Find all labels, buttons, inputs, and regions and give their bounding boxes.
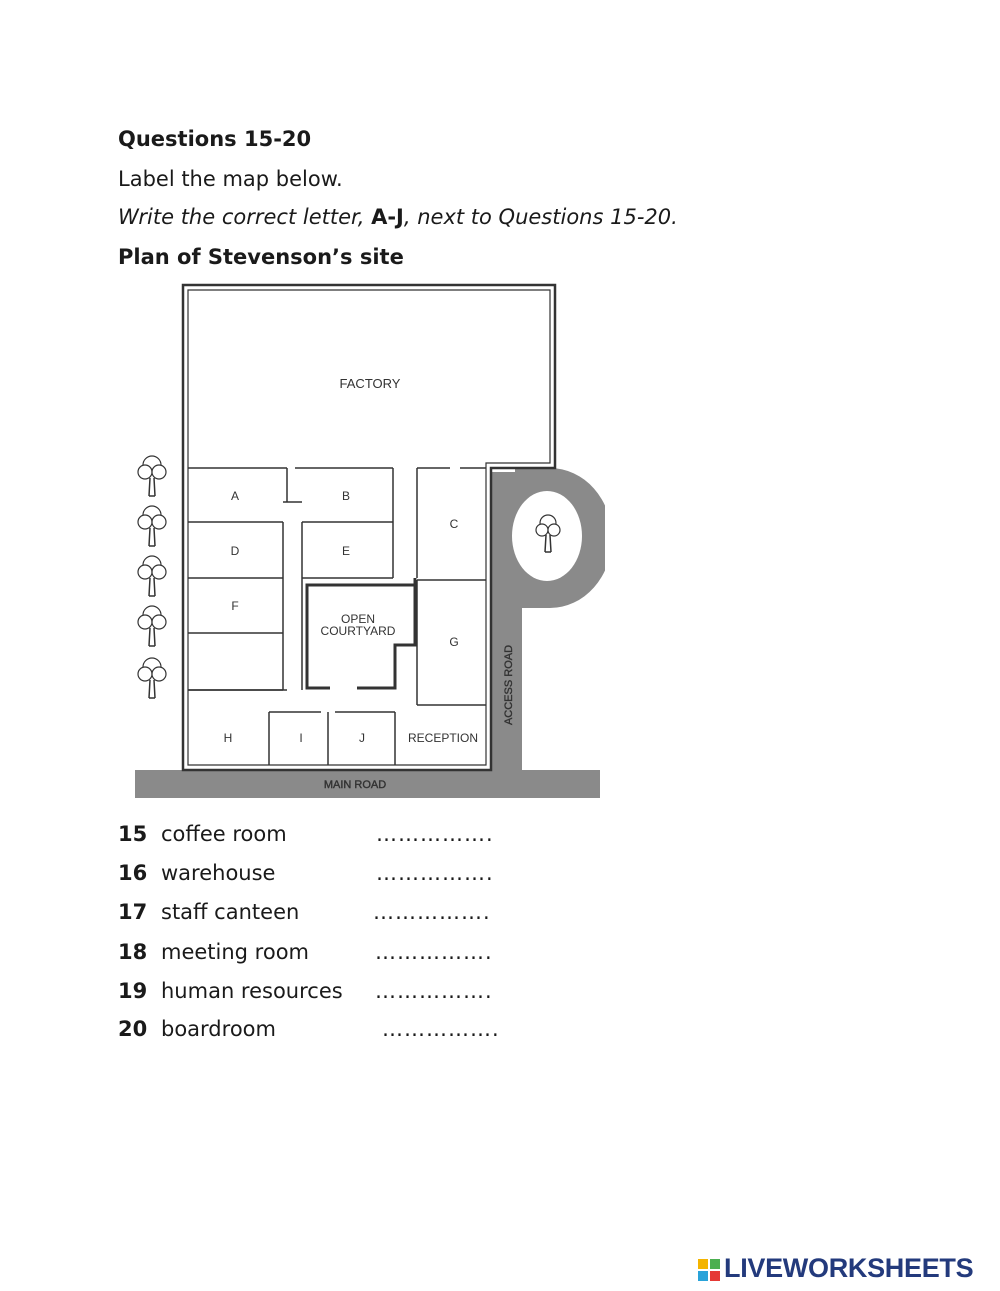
question-16 <box>118 861 494 885</box>
main-road-label: MAIN ROAD <box>323 779 387 791</box>
question-number: 16 <box>118 861 148 885</box>
instruction-line-2 <box>118 205 678 229</box>
room-label-c: C <box>449 517 459 531</box>
answer-blank[interactable]: ……………. <box>382 1017 500 1041</box>
tree-icon <box>138 606 166 646</box>
tree-icon <box>138 658 166 698</box>
instruction-line-1: Label the map below. <box>118 167 343 191</box>
question-15 <box>118 822 494 846</box>
liveworksheets-brand[interactable]: LIVEWORKSHEETS <box>724 1253 974 1283</box>
question-label: meeting room <box>161 940 310 964</box>
question-label: staff canteen <box>161 900 300 924</box>
question-number: 17 <box>118 900 148 924</box>
instruction-letter-range: A-J <box>371 205 404 229</box>
access-road-label: ACCESS ROAD <box>503 644 515 726</box>
question-number: 18 <box>118 940 148 964</box>
access-road-island <box>512 491 582 581</box>
instruction-suffix: , next to Questions 15-20. <box>403 205 678 229</box>
answer-blank[interactable]: ……………. <box>376 861 494 885</box>
courtyard-label-1: OPEN <box>340 612 376 626</box>
question-label: human resources <box>161 979 343 1003</box>
room-label-d: D <box>230 544 240 558</box>
answer-blank[interactable]: ……………. <box>375 940 493 964</box>
question-17 <box>118 900 491 924</box>
room-label-j: J <box>359 731 365 745</box>
answer-blank[interactable]: ……………. <box>376 822 494 846</box>
room-label-a: A <box>230 489 240 503</box>
liveworksheets-logo-icon <box>698 1259 720 1281</box>
question-heading: Questions 15-20 <box>118 127 312 151</box>
question-number: 15 <box>118 822 148 846</box>
question-number: 19 <box>118 979 148 1003</box>
tree-icon <box>138 556 166 596</box>
factory-label: FACTORY <box>339 376 401 391</box>
room-label-b: B <box>341 489 351 503</box>
tree-icon <box>138 456 166 496</box>
reception-label: RECEPTION <box>407 731 479 745</box>
answer-blank[interactable]: ……………. <box>375 979 493 1003</box>
question-18 <box>118 940 493 964</box>
question-label: coffee room <box>161 822 287 846</box>
plan-title: Plan of Stevenson’s site <box>118 245 404 269</box>
room-label-i: I <box>299 731 303 745</box>
room-label-h: H <box>223 731 233 745</box>
question-number: 20 <box>118 1017 148 1041</box>
question-label: boardroom <box>161 1017 276 1041</box>
room-label-g: G <box>449 635 459 649</box>
room-label-e: E <box>341 544 351 558</box>
room-label-f: F <box>231 599 239 613</box>
instruction-prefix: Write the correct letter, <box>118 205 372 229</box>
tree-icon <box>138 506 166 546</box>
site-map <box>125 280 605 802</box>
question-20 <box>118 1017 500 1041</box>
courtyard-label-2: COURTYARD <box>320 624 396 638</box>
answer-blank[interactable]: ……………. <box>373 900 491 924</box>
question-19 <box>118 979 493 1003</box>
question-label: warehouse <box>161 861 276 885</box>
